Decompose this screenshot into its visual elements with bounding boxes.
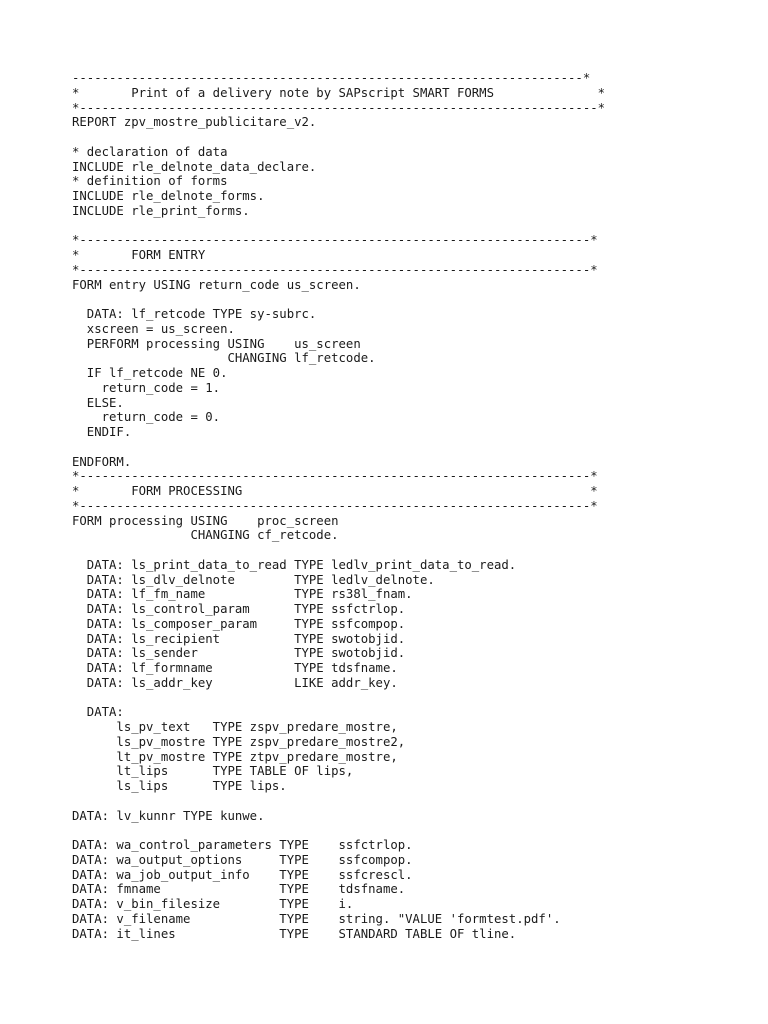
code-line: IF lf_retcode NE 0. bbox=[72, 366, 228, 380]
code-line: *----------------------------------------------------------------------* bbox=[72, 100, 606, 115]
code-line: *---------------------------------------------------------------------* bbox=[72, 233, 598, 248]
code-line: ls_pv_mostre TYPE zspv_predare_mostre2, bbox=[72, 734, 406, 749]
code-line: INCLUDE rle_print_forms. bbox=[72, 203, 250, 218]
code-line: DATA: lf_formname TYPE tdsfname. bbox=[72, 661, 398, 675]
code-line bbox=[72, 543, 762, 558]
code-line bbox=[72, 219, 762, 234]
code-line: DATA: wa_job_output_info TYPE ssfcrescl. bbox=[72, 867, 413, 882]
code-line: DATA: lf_retcode TYPE sy-subrc. bbox=[72, 307, 317, 321]
code-line: DATA: v_filename TYPE string. "VALUE 'formtest.pdf'. bbox=[72, 911, 561, 926]
code-line: DATA: ls_control_param TYPE ssfctrlop. bbox=[72, 602, 406, 616]
code-line bbox=[72, 292, 762, 307]
document-page bbox=[72, 71, 762, 941]
code-line bbox=[72, 691, 762, 706]
code-line: FORM processing USING proc_screen bbox=[72, 513, 339, 528]
code-line: DATA: fmname TYPE tdsfname. bbox=[72, 882, 406, 897]
code-line: xscreen = us_screen. bbox=[72, 321, 235, 336]
code-line bbox=[72, 130, 762, 145]
source-code-block bbox=[72, 71, 762, 941]
code-line bbox=[72, 794, 762, 809]
code-line: DATA: ls_print_data_to_read TYPE ledlv_print_data_to_read. bbox=[72, 557, 517, 572]
code-line: DATA: it_lines TYPE STANDARD TABLE OF tline. bbox=[72, 926, 517, 941]
code-line: DATA: lf_fm_name TYPE rs38l_fnam. bbox=[72, 587, 413, 602]
code-line: ls_lips TYPE lips. bbox=[72, 779, 287, 793]
code-line: * Print of a delivery note by SAPscript SMART FORMS * bbox=[72, 85, 606, 100]
code-line: DATA: ls_recipient TYPE swotobjid. bbox=[72, 631, 406, 646]
code-line: DATA: v_bin_filesize TYPE i. bbox=[72, 897, 354, 911]
code-line bbox=[72, 823, 762, 838]
code-line: INCLUDE rle_delnote_forms. bbox=[72, 189, 265, 203]
code-line: lt_pv_mostre TYPE ztpv_predare_mostre, bbox=[72, 749, 398, 764]
code-line: return_code = 0. bbox=[72, 410, 221, 425]
code-line: REPORT zpv_mostre_publicitare_v2. bbox=[72, 115, 317, 130]
code-line: DATA: wa_control_parameters TYPE ssfctrlop. bbox=[72, 838, 413, 852]
code-line: ---------------------------------------------------------------------* bbox=[72, 71, 591, 85]
code-line: *---------------------------------------------------------------------* bbox=[72, 498, 598, 513]
code-line: PERFORM processing USING us_screen bbox=[72, 336, 361, 351]
code-line bbox=[72, 440, 762, 455]
code-line: * FORM ENTRY bbox=[72, 248, 206, 262]
code-line: * declaration of data bbox=[72, 144, 228, 159]
code-line: DATA: ls_addr_key LIKE addr_key. bbox=[72, 675, 398, 690]
code-line: DATA: lv_kunnr TYPE kunwe. bbox=[72, 808, 265, 823]
code-line: DATA: ls_composer_param TYPE ssfcompop. bbox=[72, 616, 406, 631]
code-line: INCLUDE rle_delnote_data_declare. bbox=[72, 159, 317, 174]
code-line: ELSE. bbox=[72, 395, 124, 410]
code-line: DATA: ls_sender TYPE swotobjid. bbox=[72, 646, 406, 661]
code-line: DATA: bbox=[72, 705, 124, 720]
code-line: *---------------------------------------------------------------------* bbox=[72, 262, 598, 277]
code-line: lt_lips TYPE TABLE OF lips, bbox=[72, 764, 354, 779]
code-line: ENDFORM. bbox=[72, 454, 132, 469]
code-line: ls_pv_text TYPE zspv_predare_mostre, bbox=[72, 720, 398, 734]
code-line: DATA: wa_output_options TYPE ssfcompop. bbox=[72, 852, 413, 867]
code-line: ENDIF. bbox=[72, 425, 132, 439]
code-line: return_code = 1. bbox=[72, 380, 221, 395]
code-line: DATA: ls_dlv_delnote TYPE ledlv_delnote. bbox=[72, 572, 435, 587]
code-line: CHANGING lf_retcode. bbox=[72, 351, 376, 366]
code-line: CHANGING cf_retcode. bbox=[72, 528, 339, 543]
code-line: * FORM PROCESSING * bbox=[72, 484, 598, 498]
code-line: * definition of forms bbox=[72, 174, 228, 189]
code-line: *---------------------------------------------------------------------* bbox=[72, 469, 598, 484]
code-line: FORM entry USING return_code us_screen. bbox=[72, 277, 361, 292]
